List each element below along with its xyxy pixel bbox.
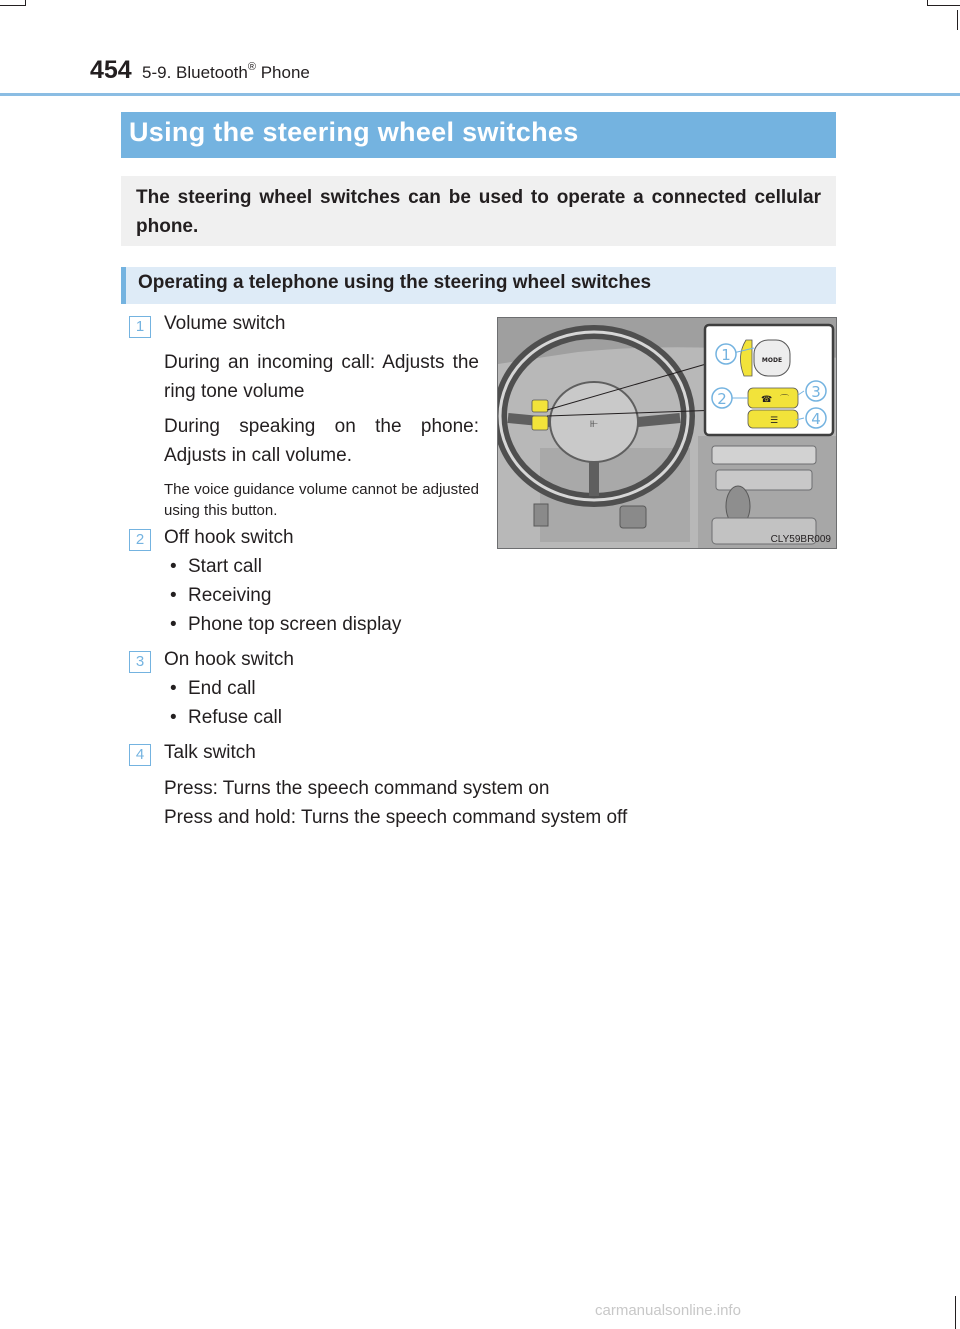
- title-bar: [121, 112, 836, 158]
- header-rule: [0, 93, 960, 96]
- callout-2: 2: [717, 390, 727, 408]
- item-desc: During speaking on the phone: Adjusts in call volume.: [164, 416, 479, 466]
- callout-3: 3: [811, 383, 821, 401]
- list-item: • Receiving: [170, 585, 272, 606]
- watermark: carmanualsonline.info: [595, 1302, 741, 1319]
- svg-text:⌒: ⌒: [780, 395, 790, 405]
- item-desc: Press: Turns the speech command system on: [164, 778, 550, 799]
- crop-mark: [955, 1296, 956, 1329]
- item-note: The voice guidance volume cannot be adjusted using this button.: [164, 481, 479, 519]
- item-title-off-hook-switch: Off hook switch: [164, 527, 294, 548]
- section-title: 5-9. Bluetooth® Phone: [142, 61, 310, 82]
- item-number-3: 3: [129, 651, 151, 673]
- item-number-1: 1: [129, 316, 151, 338]
- callout-4: 4: [811, 410, 821, 428]
- item-title-on-hook-switch: On hook switch: [164, 649, 294, 670]
- page-title: Using the steering wheel switches: [129, 117, 579, 147]
- callout-1: 1: [721, 346, 731, 364]
- subheading: Operating a telephone using the steering wheel switches: [138, 272, 652, 293]
- list-item: • Start call: [170, 556, 262, 577]
- svg-text:☰: ☰: [770, 416, 779, 426]
- registered-mark: ®: [247, 61, 256, 73]
- svg-text:☎: ☎: [761, 395, 773, 405]
- list-item: • End call: [170, 678, 256, 699]
- crop-mark: [957, 10, 958, 30]
- intro-box: [121, 176, 836, 246]
- crop-mark: [927, 5, 960, 6]
- figure-code: CLY59BR009: [770, 534, 831, 545]
- item-title-talk-switch: Talk switch: [164, 742, 256, 763]
- subheading-bar: [121, 267, 836, 304]
- list-item: • Phone top screen display: [170, 614, 402, 635]
- mode-switch-label: MODE: [761, 357, 783, 364]
- list-item: • Refuse call: [170, 707, 282, 728]
- crop-mark: [25, 0, 26, 6]
- steering-wheel-illustration: [497, 317, 837, 549]
- page-header: [90, 56, 850, 90]
- item-desc: Press and hold: Turns the speech command system off: [164, 807, 628, 828]
- dashboard-drawing: [498, 318, 837, 549]
- intro-text: The steering wheel switches can be used to operate a connected cellular phone.: [136, 187, 821, 237]
- crop-mark: [0, 5, 25, 6]
- svg-text:⫦: ⫦: [590, 415, 598, 431]
- item-number-4: 4: [129, 744, 151, 766]
- item-number-2: 2: [129, 529, 151, 551]
- item-desc: During an incoming call: Adjusts the ring tone volume: [164, 352, 479, 402]
- item-title-volume-switch: Volume switch: [164, 313, 286, 334]
- page-number: 454: [90, 56, 132, 84]
